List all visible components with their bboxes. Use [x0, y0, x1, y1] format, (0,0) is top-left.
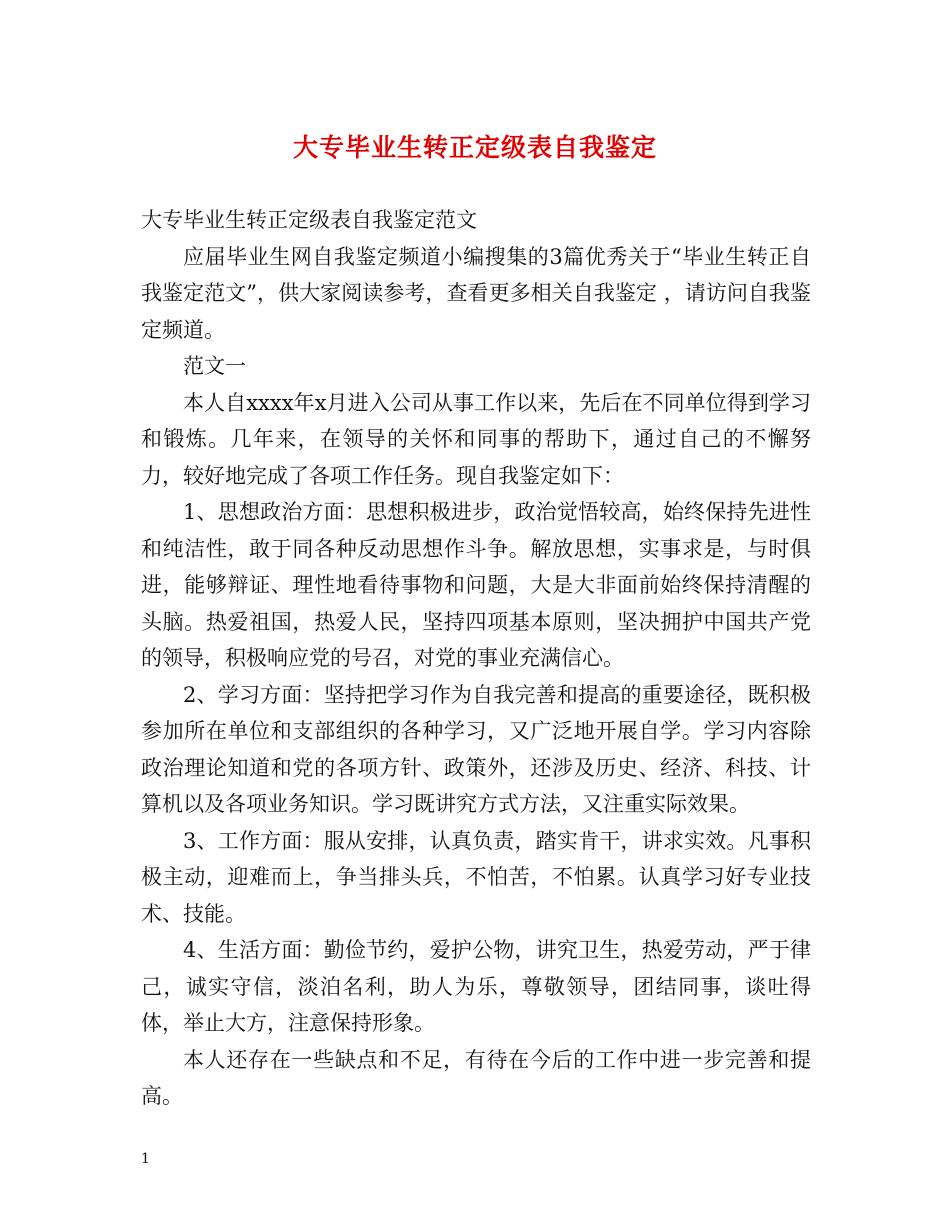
- document-body: [141, 202, 811, 1115]
- body-paragraph: 3、工作方面：服从安排，认真负责，踏实肯干，讲求实效。凡事积极主动，迎难而上，争当排头兵，不怕苦，不怕累。认真学习好专业技术、技能。: [141, 828, 811, 926]
- intro-paragraph: 应届毕业生网自我鉴定频道小编搜集的3篇优秀关于“毕业生转正自我鉴定范文”，供大家阅读参考，查看更多相关自我鉴定 ，请访问自我鉴定频道。: [141, 244, 811, 342]
- body-paragraph: 2、学习方面：坚持把学习作为自我完善和提高的重要途径，既积极参加所在单位和支部组织的各种学习，又广泛地开展自学。学习内容除政治理论知道和党的各项方针、政策外，还涉及历史、经济、科技、计算机以及各项业务知识。学习既讲究方式方法，又注重实际效果。: [141, 682, 811, 816]
- body-paragraph: 1、思想政治方面：思想积极进步，政治觉悟较高，始终保持先进性和纯洁性，敢于同各种反动思想作斗争。解放思想，实事求是，与时俱进，能够辩证、理性地看待事物和问题，大是大非面前始终保持清醒的头脑。热爱祖国，热爱人民，坚持四项基本原则，坚决拥护中国共产党的领导，积极响应党的号召，对党的事业充满信心。: [141, 500, 811, 670]
- body-paragraph: 4、生活方面：勤俭节约，爱护公物，讲究卫生，热爱劳动，严于律己，诚实守信，淡泊名利，助人为乐，尊敬领导，团结同事，谈吐得体，举止大方，注意保持形象。: [141, 938, 811, 1035]
- body-paragraph: 本人自xxxx年x月进入公司从事工作以来，先后在不同单位得到学习和锻炼。几年来，在领导的关怀和同事的帮助下，通过自己的不懈努力，较好地完成了各项工作任务。现自我鉴定如下：: [141, 390, 811, 488]
- section-heading: 范文一: [183, 354, 246, 378]
- page-number: 1: [141, 1151, 150, 1167]
- body-paragraph: 本人还存在一些缺点和不足，有待在今后的工作中进一步完善和提高。: [141, 1047, 811, 1108]
- document-title: 大专毕业生转正定级表自我鉴定: [292, 133, 657, 162]
- subtitle-paragraph: 大专毕业生转正定级表自我鉴定范文: [141, 208, 477, 232]
